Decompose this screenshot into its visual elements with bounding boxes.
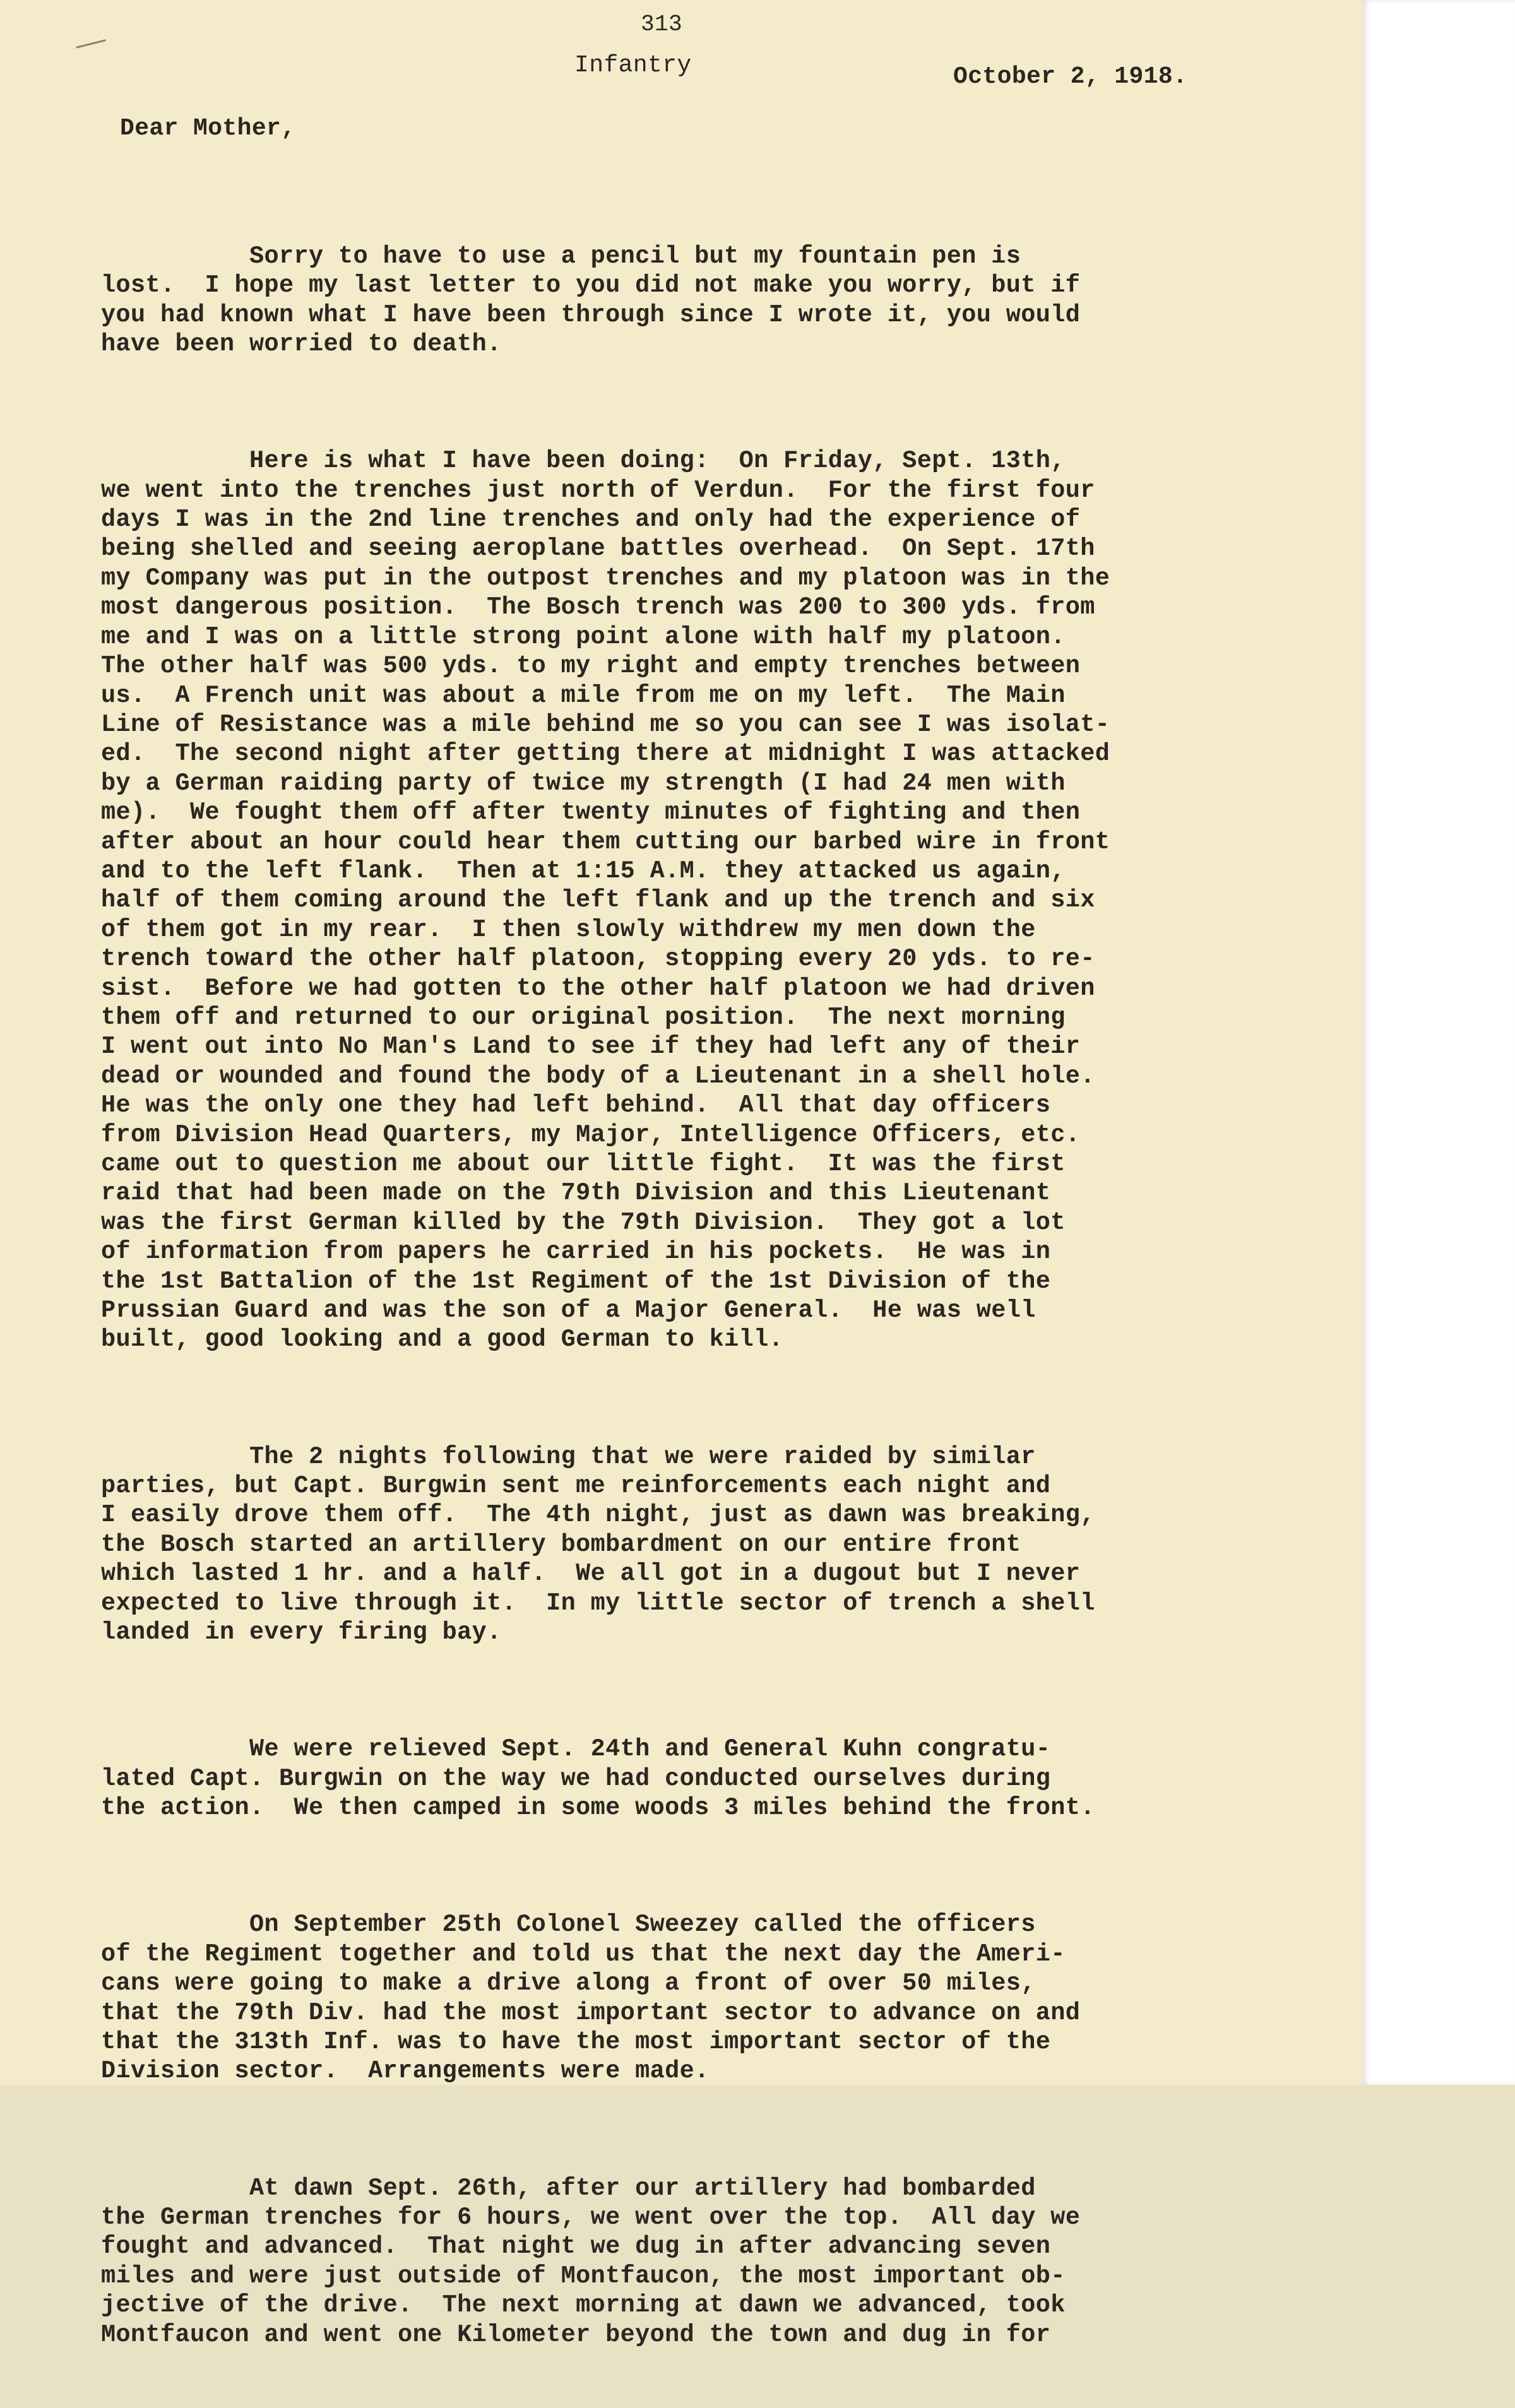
pencil-mark <box>76 39 105 49</box>
paragraph: The 2 nights following that we were raided by similar parties, but Capt. Burgwin sent me reinforcements each night and I easily drove them off. The 4th night, just as dawn was breaking, the Bosch started an artillery bombardment on our entire front which lasted 1 hr. and a half. We all got in a dugout but I never expected to live through it. In my little sector of trench a shell landed in every firing bay. <box>101 1442 1095 1647</box>
unit-heading: Infantry <box>574 52 692 79</box>
paragraph: Here is what I have been doing: On Friday, Sept. 13th, we went into the trenches just north of Verdun. For the first four days I was in the 2nd line trenches and only had the experience of being shelled and seeing aeroplane battles overhead. On Sept. 17th my Company was put in the outpost trenches and my platoon was in the most dangerous position. The Bosch trench was 200 to 300 yds. from me and I was on a little strong point alone with half my platoon. The other half was 500 yds. to my right and empty trenches between us. A French unit was about a mile from me on my left. The Main Line of Resistance was a mile behind me so you can see I was isolat- ed. The second night after getting there at midnight I was attacked by a German raiding party of twice my strength (I had 24 men with me). We fought them off after twenty minutes of fighting and then after about an hour could hear them cutting our barbed wire in front and to the left flank. Then at 1:15 A.M. they attacked us again, half of them coming around the left flank and up the trench and six of them got in my rear. I then slowly withdrew my men down the trench toward the other half platoon, stopping every 20 yds. to re- sist. Before we had gotten to the other half platoon we had driven them off and returned to our original position. The next morning I went out into No Man's Land to see if they had left any of their dead or wounded and found the body of a Lieutenant in a shell hole. He was the only one they had left behind. All that day officers from Division Head Quarters, my Major, Intelligence Officers, etc. came out to question me about our little fight. It was the first raid that had been made on the 79th Division and this Lieutenant was the first German killed by the 79th Division. They got a lot of information from papers he carried in his pockets. He was in the 1st Battalion of the 1st Regiment of the 1st Division of the Prussian Guard and was the son of a Major General. He was well built, good looking and a good German to kill. <box>101 447 1110 1354</box>
salutation: Dear Mother, <box>120 115 296 142</box>
paragraph: Sorry to have to use a pencil but my fountain pen is lost. I hope my last letter to you did not make you worry, but if you had known what I have been through since I wrote it, you would have been worried to death. <box>101 242 1081 359</box>
page-edge <box>1362 0 1515 2085</box>
paragraph: At dawn Sept. 26th, after our artillery had bombarded the German trenches for 6 hours, we went over the top. All day we fought and advanced. That night we dug in after advancing seven miles and were just outside of Montfaucon, the most important ob- jective of the drive. The next morning at dawn we advanced, took Montfaucon and went one Kilometer beyond the town and dug in for <box>101 2174 1081 2349</box>
paragraph: We were relieved Sept. 24th and General Kuhn congratu- lated Capt. Burgwin on the way we had conducted ourselves during the action. We then camped in some woods 3 miles behind the front. <box>101 1735 1095 1822</box>
page-number: 313 <box>641 11 683 37</box>
letter-date: October 2, 1918. <box>953 63 1188 90</box>
letter-body <box>101 183 1326 2408</box>
paragraph: On September 25th Colonel Sweezey called the officers of the Regiment together and told us that the next day the Ameri- cans were going to make a drive along a front of over 50 miles, that the 79th Div. had the most important sector to advance on and that the 313th Inf. was to have the most important sector of the Division sector. Arrangements were made. <box>101 1911 1081 2085</box>
